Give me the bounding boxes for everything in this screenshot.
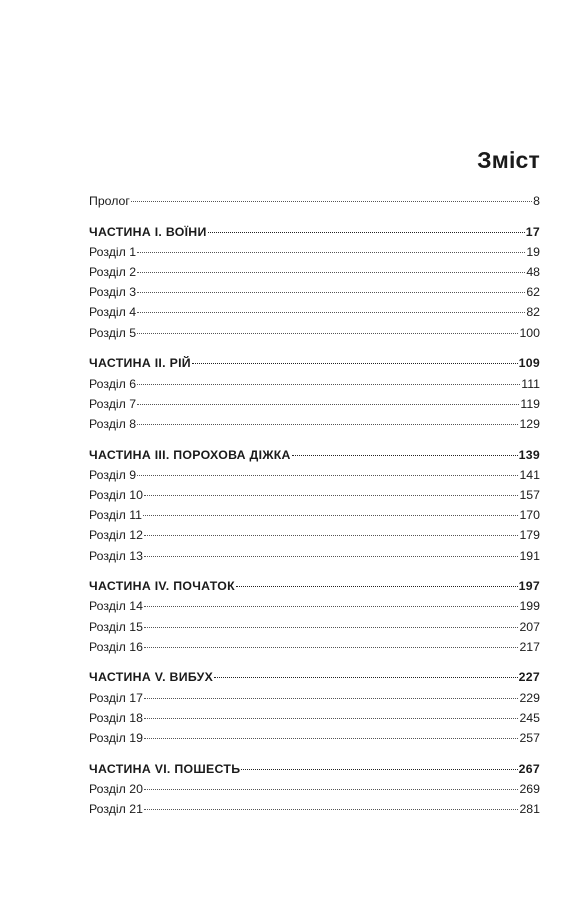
- toc-entry-page-number: 62: [526, 285, 540, 300]
- toc-entry-page-number: 170: [519, 508, 540, 523]
- dot-leader: [144, 646, 519, 648]
- toc-entry-page-number: 100: [519, 325, 540, 340]
- dot-leader: [144, 555, 519, 557]
- toc-chapter-entry[interactable]: [89, 191, 540, 211]
- toc-chapter-entry[interactable]: [89, 708, 540, 728]
- toc-chapter-entry[interactable]: [89, 323, 540, 343]
- toc-chapter-entry[interactable]: [89, 688, 540, 708]
- toc-entry-label: Розділ 10: [89, 487, 143, 502]
- dot-leader: [143, 514, 518, 516]
- dot-leader: [137, 332, 518, 334]
- toc-entry-page-number: 8: [533, 194, 540, 208]
- dot-leader: [144, 605, 519, 607]
- toc-part-entry[interactable]: [89, 576, 540, 596]
- toc-entry-label: ЧАСТИНА V. ВИБУХ: [89, 670, 214, 685]
- dot-leader: [137, 251, 525, 253]
- toc-chapter-entry[interactable]: [89, 282, 540, 302]
- toc-part-entry[interactable]: [89, 445, 540, 465]
- toc-entry-page-number: 141: [519, 467, 540, 482]
- toc-entry-label: Розділ 6: [89, 376, 137, 391]
- toc-entry-label: Пролог: [89, 194, 130, 208]
- toc-entry-page-number: 17: [525, 224, 540, 239]
- dot-leader: [137, 423, 518, 425]
- toc-entry-page-number: 179: [519, 528, 540, 543]
- toc-chapter-entry[interactable]: [89, 414, 540, 434]
- toc-entry-label: Розділ 17: [89, 690, 143, 705]
- toc-entry-label: ЧАСТИНА I. ВОЇНИ: [89, 224, 207, 239]
- toc-entry-page-number: 119: [520, 396, 540, 411]
- toc-entry-page-number: 191: [519, 548, 540, 563]
- dot-leader: [144, 808, 519, 810]
- dot-leader: [192, 362, 518, 364]
- toc-chapter-entry[interactable]: [89, 262, 540, 282]
- toc-entry-label: Розділ 8: [89, 416, 137, 431]
- dot-leader: [144, 788, 519, 790]
- dot-leader: [137, 311, 525, 313]
- toc-entry-page-number: 197: [518, 579, 540, 594]
- toc-entry-label: Розділ 9: [89, 467, 137, 482]
- dot-leader: [137, 474, 518, 476]
- table-of-contents: [89, 191, 540, 819]
- dot-leader: [144, 697, 519, 699]
- toc-entry-page-number: 109: [518, 356, 540, 371]
- toc-entry-label: Розділ 2: [89, 265, 137, 280]
- toc-entry-page-number: 19: [526, 244, 540, 259]
- toc-entry-page-number: 157: [519, 487, 540, 502]
- toc-entry-label: ЧАСТИНА IV. ПОЧАТОК: [89, 579, 235, 594]
- toc-part-entry[interactable]: [89, 667, 540, 687]
- toc-entry-label: Розділ 7: [89, 396, 137, 411]
- dot-leader: [208, 231, 525, 233]
- toc-part-entry[interactable]: [89, 759, 540, 779]
- toc-entry-label: Розділ 18: [89, 710, 143, 725]
- toc-chapter-entry[interactable]: [89, 394, 540, 414]
- toc-entry-label: Розділ 16: [89, 639, 143, 654]
- dot-leader: [137, 271, 525, 273]
- toc-entry-label: Розділ 1: [89, 244, 137, 259]
- dot-leader: [144, 737, 519, 739]
- page-title: Зміст: [477, 147, 540, 173]
- dot-leader: [144, 626, 519, 628]
- toc-entry-page-number: 48: [526, 265, 540, 280]
- toc-chapter-entry[interactable]: [89, 465, 540, 485]
- toc-entry-page-number: 129: [519, 416, 540, 431]
- toc-chapter-entry[interactable]: [89, 617, 540, 637]
- toc-entry-label: Розділ 11: [89, 508, 142, 523]
- toc-entry-label: Розділ 4: [89, 305, 137, 320]
- toc-entry-page-number: 199: [519, 599, 540, 614]
- dot-leader: [241, 768, 517, 770]
- toc-entry-page-number: 269: [519, 781, 540, 796]
- toc-entry-page-number: 229: [519, 690, 540, 705]
- toc-entry-label: Розділ 3: [89, 285, 137, 300]
- toc-chapter-entry[interactable]: [89, 302, 540, 322]
- toc-part-entry[interactable]: [89, 353, 540, 373]
- toc-entry-label: Розділ 21: [89, 802, 143, 817]
- toc-chapter-entry[interactable]: [89, 779, 540, 799]
- toc-entry-page-number: 111: [521, 376, 540, 391]
- dot-leader: [236, 585, 518, 587]
- toc-chapter-entry[interactable]: [89, 374, 540, 394]
- toc-entry-page-number: 227: [518, 670, 540, 685]
- toc-entry-label: Розділ 5: [89, 325, 137, 340]
- toc-entry-label: Розділ 19: [89, 731, 143, 745]
- toc-chapter-entry[interactable]: [89, 546, 540, 566]
- dot-leader: [144, 494, 519, 496]
- toc-chapter-entry[interactable]: [89, 728, 540, 748]
- toc-part-entry[interactable]: [89, 222, 540, 242]
- toc-chapter-entry[interactable]: [89, 637, 540, 657]
- toc-entry-page-number: 139: [518, 447, 540, 462]
- toc-chapter-entry[interactable]: [89, 505, 540, 525]
- dot-leader: [131, 200, 532, 202]
- toc-entry-page-number: 257: [519, 731, 540, 745]
- toc-entry-label: Розділ 20: [89, 781, 143, 796]
- toc-entry-page-number: 245: [519, 710, 540, 725]
- dot-leader: [292, 454, 518, 456]
- dot-leader: [137, 291, 525, 293]
- dot-leader: [137, 383, 520, 385]
- toc-chapter-entry[interactable]: [89, 485, 540, 505]
- toc-chapter-entry[interactable]: [89, 242, 540, 262]
- toc-entry-label: Розділ 14: [89, 599, 143, 614]
- toc-chapter-entry[interactable]: [89, 525, 540, 545]
- toc-entry-page-number: 217: [519, 639, 540, 654]
- toc-entry-label: ЧАСТИНА II. РІЙ: [89, 356, 191, 371]
- toc-entry-page-number: 207: [519, 619, 540, 634]
- dot-leader: [214, 676, 517, 678]
- toc-entry-label: Розділ 13: [89, 548, 143, 563]
- dot-leader: [137, 403, 519, 405]
- toc-chapter-entry[interactable]: [89, 799, 540, 819]
- dot-leader: [144, 717, 519, 719]
- toc-entry-page-number: 82: [526, 305, 540, 320]
- toc-entry-page-number: 281: [519, 802, 540, 817]
- toc-entry-label: Розділ 12: [89, 528, 143, 543]
- dot-leader: [144, 534, 519, 536]
- toc-entry-label: ЧАСТИНА III. ПОРОХОВА ДІЖКА: [89, 447, 291, 462]
- toc-entry-label: Розділ 15: [89, 619, 143, 634]
- toc-chapter-entry[interactable]: [89, 596, 540, 616]
- toc-entry-page-number: 267: [518, 761, 540, 776]
- toc-entry-label: ЧАСТИНА VI. ПОШЕСТЬ: [89, 761, 241, 776]
